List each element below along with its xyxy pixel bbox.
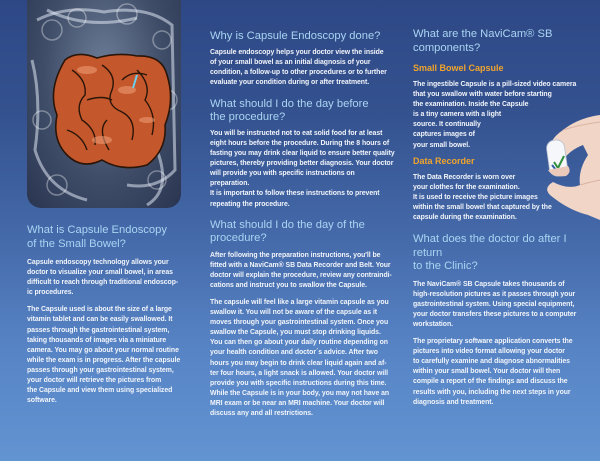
text-line: within your small bowel. Your doctor will then (413, 368, 561, 376)
heading-line: the procedure? (210, 111, 286, 124)
text-line: repeating the procedure. (210, 200, 290, 208)
text-line: your doctor will retrieve the pictures from (27, 377, 162, 385)
text-line: the examination. Inside the Capsule (413, 101, 529, 109)
column-procedure-info (210, 0, 395, 461)
text-line: ter four hours, a light snack is allowed. Your doctor will (210, 369, 388, 377)
text-line: fitted with a NaviCam® SB Data Recorder and Belt. Your (210, 261, 391, 269)
text-line: diagnosis and treatment. (413, 398, 494, 406)
heading-line: What is Capsule Endoscopy (27, 224, 167, 236)
text-line: The proprietary software application converts the (413, 338, 573, 346)
heading-line: What should I do the day of the procedure? (210, 218, 365, 245)
heading-line: to the Clinic? (413, 260, 478, 273)
paragraph-why-done (210, 48, 395, 88)
text-line: source. It continually (413, 121, 481, 129)
text-line: will provide you with specific instructions on preparation. (210, 170, 355, 188)
text-line: cations and instruct you to swallow the Capsule. (210, 281, 367, 289)
text-line: your health condition and doctor´s advice. After two (210, 349, 378, 357)
text-line: difficult to reach through traditional endoscop- (27, 279, 179, 287)
text-line: condition, a follow-up to other procedures or to further (210, 68, 387, 76)
text-line: passes through the gastrointestinal system, (27, 326, 170, 334)
text-line: passes through your gastrointestinal system, (27, 366, 174, 374)
text-line: doctor will explain the procedure, review any contraindi- (210, 271, 392, 279)
text-line: your doctor transfers these pictures to a computer (413, 310, 577, 318)
text-line: Capsule endoscopy helps your doctor view the inside (210, 48, 384, 56)
subheading-data-recorder: Data Recorder (413, 155, 475, 166)
heading-line: What does the doctor do after I return (413, 233, 567, 259)
text-line: The NaviCam® SB Capsule takes thousands of (413, 280, 565, 288)
paragraph-day-of-swallow (210, 298, 395, 419)
text-line: pictures, thereby providing better diagnosis. Your doctor (210, 160, 394, 168)
column-what-is-capsule-endoscopy (27, 0, 187, 461)
text-line: The Data Recorder is worn over (413, 173, 516, 181)
text-line: You will be instructed not to eat solid food for at least (210, 129, 383, 137)
text-line: fasting you may drink clear liquid to ensure better quality (210, 150, 395, 158)
text-line: hours you may begin to drink clear liquid again and af- (210, 359, 387, 367)
heading-day-of (210, 219, 395, 246)
text-line: captures images of (413, 131, 475, 139)
text-line: The capsule will feel like a large vitamin capsule as you (210, 299, 389, 306)
intestine-illustration (27, 0, 181, 208)
heading-line: of the Small Bowel? (27, 237, 126, 250)
heading-day-before (210, 98, 395, 125)
text-line: evaluate your condition during or after treatment. (210, 78, 370, 86)
text-line: results with you, including the next steps in your (413, 388, 571, 396)
text-line: provide you with specific instructions during this time. (210, 379, 387, 387)
paragraph-after-pictures (413, 280, 598, 330)
text-line: eight hours before the procedure. During the 8 hours of (210, 139, 390, 147)
text-line: camera. You may go about your normal routine (27, 346, 179, 354)
text-line: swallow the Capsule, you must stop drinking liquids. (210, 329, 381, 337)
text-line: to carefully examine and diagnose abnormalities (413, 358, 570, 366)
heading-line: Why is Capsule Endoscopy done? (210, 30, 381, 42)
text-line: that you swallow with water before starting (413, 91, 552, 99)
paragraph-intro (27, 258, 187, 298)
text-line: While the Capsule is in your body, you may not have an (210, 389, 390, 397)
text-line: moves through your gastrointestinal system. Once you (210, 319, 389, 327)
text-line: MRI exam or be near an MRI machine. Your doctor will (210, 399, 385, 407)
heading-line: What are the NaviCam® SB (413, 28, 553, 40)
text-line: gastrointestinal system. Using special equipment, (413, 300, 575, 308)
text-line: The Capsule used is about the size of a large (27, 306, 172, 314)
text-line: doctor to visualize your small bowel, in areas (27, 269, 173, 277)
heading-line: What should I do the day before (210, 97, 369, 110)
paragraph-day-of-fitting (210, 251, 395, 291)
column-navicam-components (413, 0, 595, 461)
text-line: It is important to follow these instructions to prevent (210, 190, 380, 198)
text-line: within the small bowel that captured by the (413, 203, 552, 211)
text-line: high-resolution pictures as it passes through your (413, 290, 576, 298)
subheading-small-bowel-capsule: Small Bowel Capsule (413, 63, 504, 73)
text-line: You can then go about your daily routine depending on (210, 339, 388, 347)
text-line: the Capsule and view them using specialized (27, 387, 173, 395)
text-line: software. (27, 397, 57, 405)
text-line: Capsule endoscopy technology allows your (27, 259, 169, 266)
text-line: of your small bowel as an initial diagnosis of your (210, 58, 371, 66)
text-line: your small bowel. (413, 141, 470, 149)
text-line: your clothes for the examination. (413, 183, 520, 191)
text-line: swallow it. You will not be aware of the capsule as it (210, 309, 378, 317)
text-line: taking thousands of images via a miniature (27, 336, 167, 344)
text-line: discuss any and all restrictions. (210, 410, 313, 418)
hand-holding-capsule-image (508, 110, 600, 225)
text-line: ic procedures. (27, 289, 74, 297)
text-line: pictures into video format allowing your doctor (413, 348, 565, 356)
text-line: The ingestible Capsule is a pill-sized video camera (413, 81, 577, 88)
text-line: compile a report of the findings and discuss the (413, 378, 568, 386)
paragraph-after-software (413, 337, 598, 408)
text-line: while the exam is in progress. After the capsule (27, 356, 181, 364)
paragraph-capsule-size (27, 305, 187, 406)
heading-navicam-components (413, 28, 598, 55)
heading-what-is-capsule-endoscopy (27, 224, 187, 251)
heading-after-return (413, 233, 598, 274)
text-line: After following the preparation instructions, you'll be (210, 251, 381, 259)
paragraph-day-before (210, 129, 395, 210)
text-line: capsule during the examination. (413, 214, 517, 222)
text-line: workstation. (413, 321, 453, 328)
heading-line: components? (413, 41, 481, 54)
text-line: vitamin tablet and can be easily swallowed. It (27, 316, 173, 324)
text-line: is a tiny camera with a light (413, 111, 502, 119)
heading-why-done (210, 30, 395, 44)
text-line: It is used to receive the picture images (413, 193, 538, 201)
